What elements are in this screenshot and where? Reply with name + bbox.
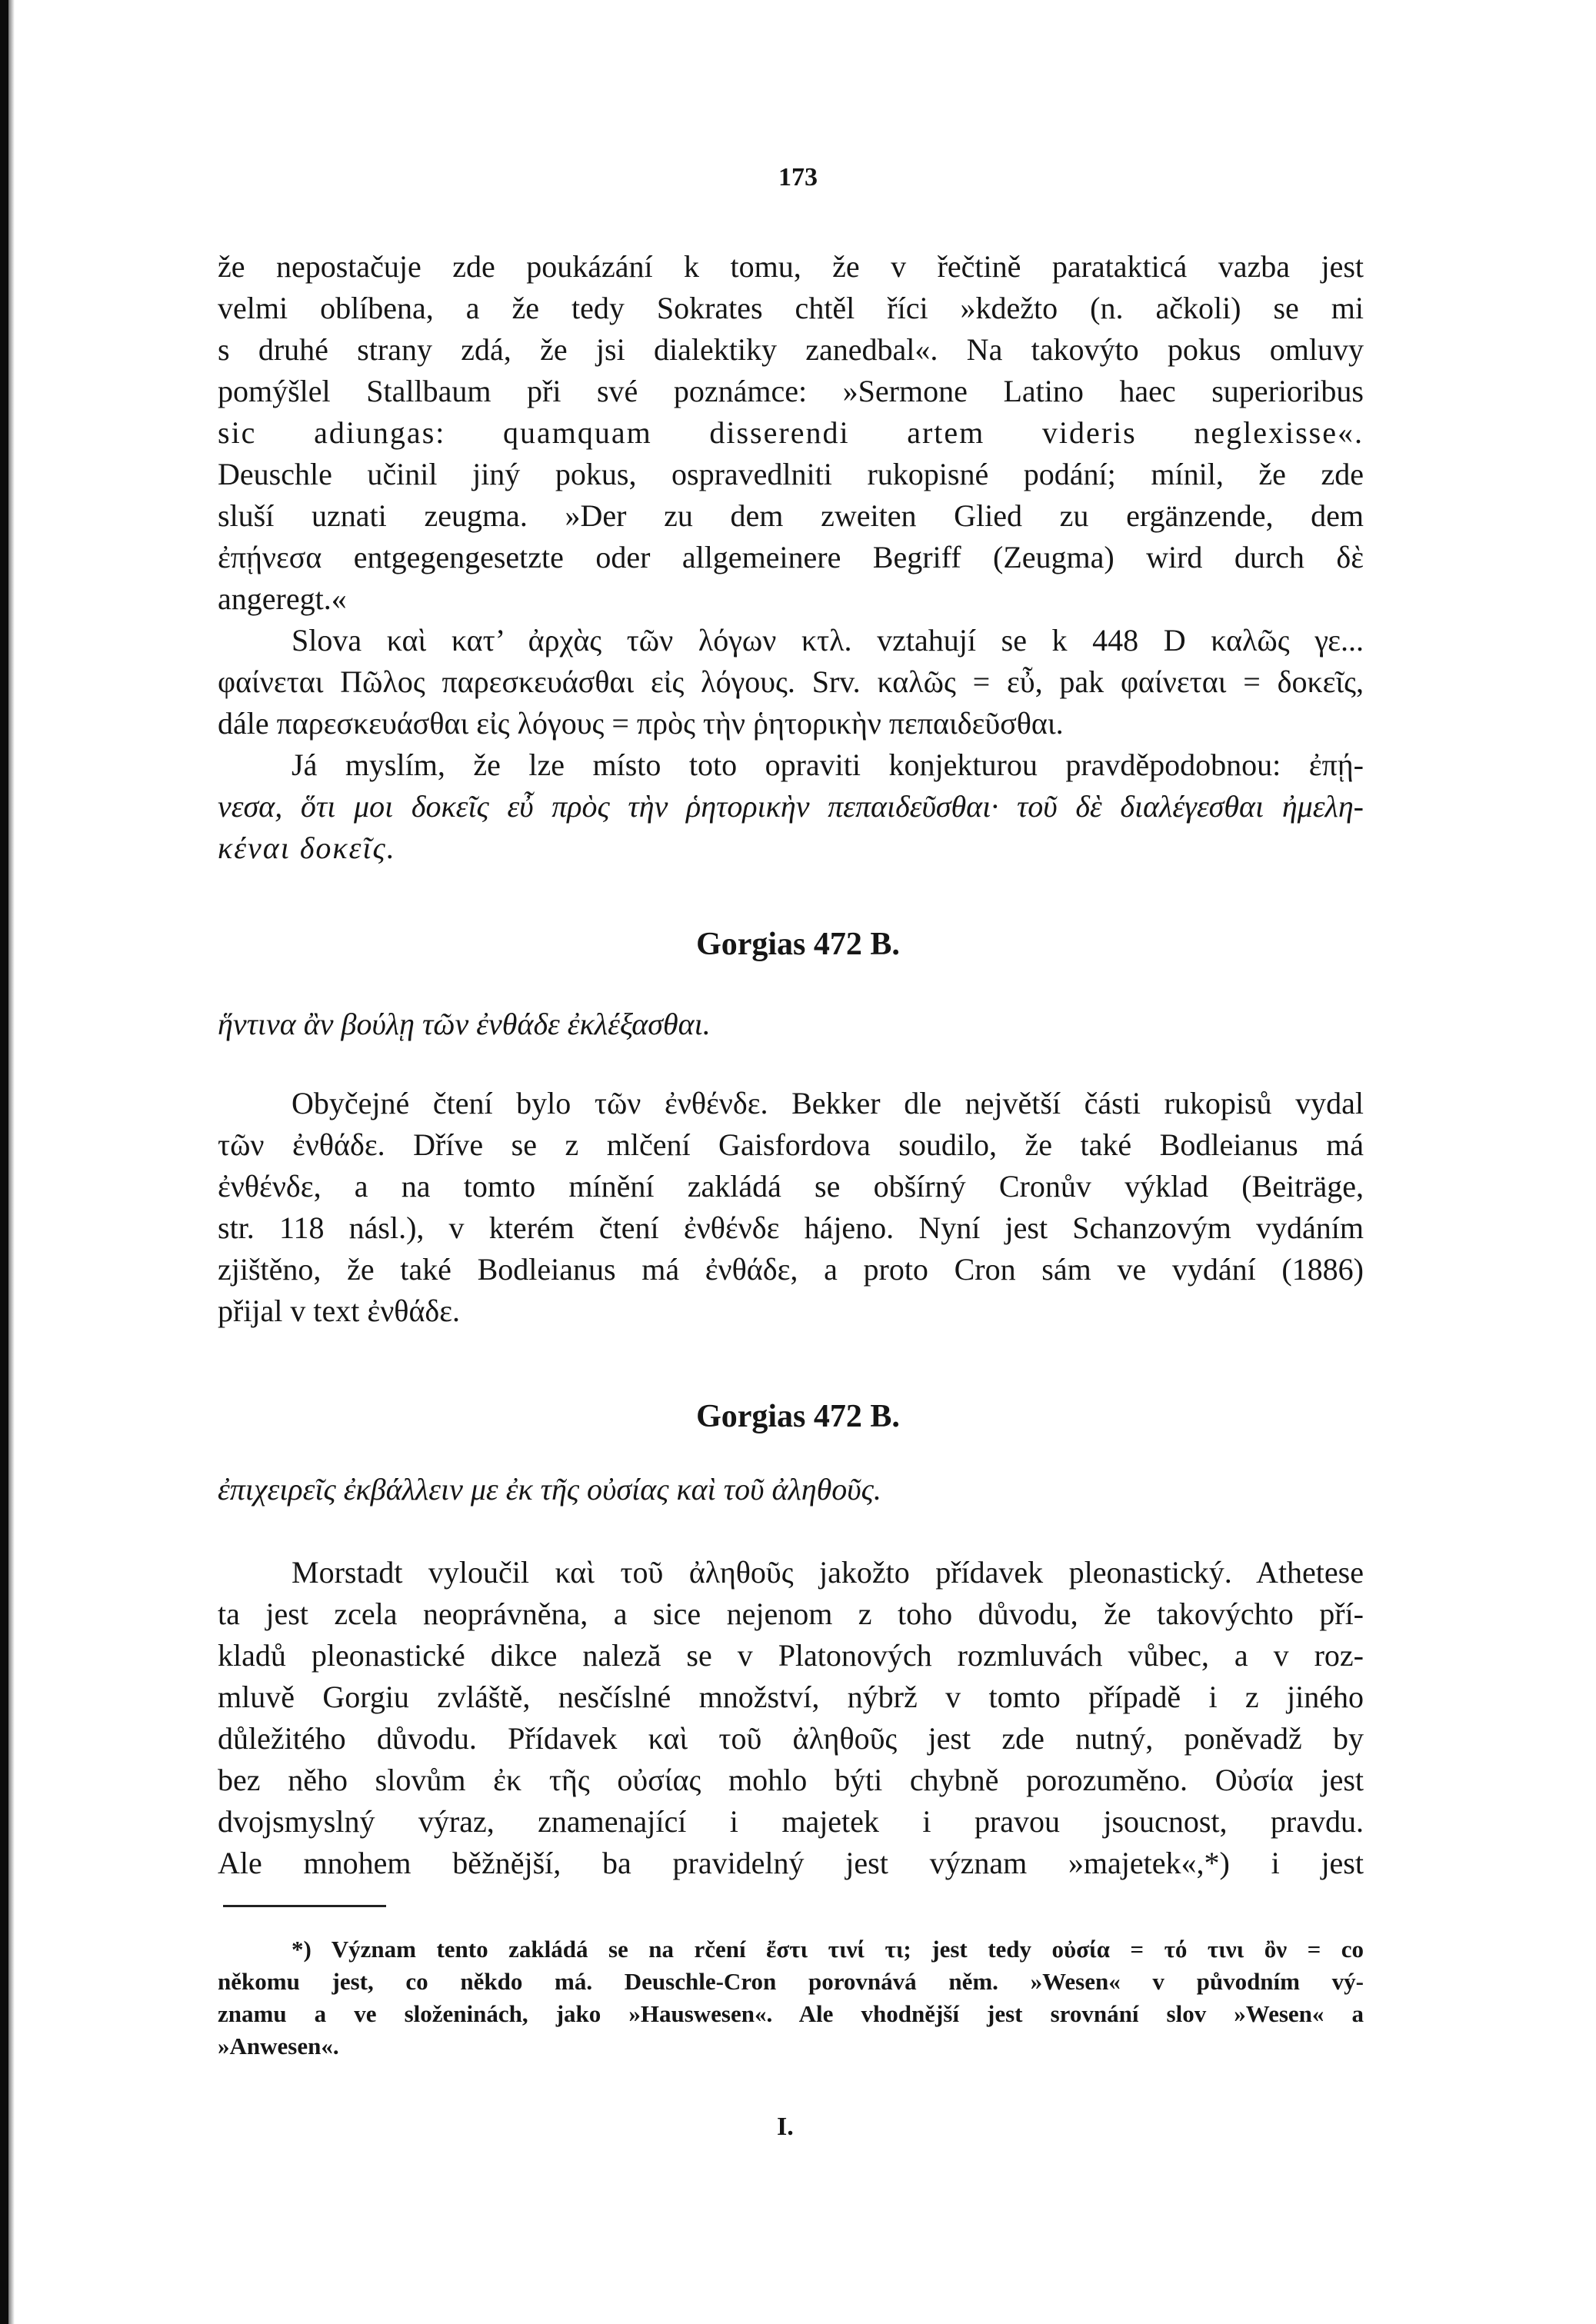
footnote-line: *) Význam tento zakládá se na rčení ἔστι τινί τι; jest tedy οὐσία = τό τινι ὂν = co bbox=[292, 1936, 1364, 1963]
text-line: sluší uznati zeugma. »Der zu dem zweiten Glied zu ergänzende, dem bbox=[218, 498, 1364, 533]
text-line: důležitého důvodu. Přídavek καὶ τοῦ ἀληθοῦς jest zde nutný, poněvadž by bbox=[218, 1721, 1364, 1756]
text-line: str. 118 násl.), v kterém čtení ἐνθένδε hájeno. Nyní jest Schanzovým vydáním bbox=[218, 1210, 1364, 1245]
text-line: sic adiungas: quamquam disserendi artem videris neglexisse«. bbox=[218, 415, 1364, 450]
text-line: ta jest zcela neoprávněna, a sice nejenom z toho důvodu, že takovýchto pří- bbox=[218, 1597, 1364, 1631]
text-line: ἐπῄνεσα entgegengesetzte oder allgemeinere Begriff (Zeugma) wird durch δὲ bbox=[218, 540, 1364, 574]
text-line: bez něho slovům ἐκ τῆς οὐσίας mohlo býti chybně porozuměno. Οὐσία jest bbox=[218, 1763, 1364, 1797]
footnote-rule bbox=[223, 1905, 386, 1907]
text-line: Slova καὶ κατ’ ἀρχὰς τῶν λόγων κτλ. vztahují se k 448 D καλῶς γε... bbox=[292, 623, 1364, 658]
text-line: mluvě Gorgiu zvláště, nesčíslné množství, nýbrž v tomto případě i z jiného bbox=[218, 1680, 1364, 1714]
text-line: νεσα, ὅτι μοι δοκεῖς εὖ πρὸς τὴν ῥητορικὴν πεπαιδεῦσθαι· τοῦ δὲ διαλέγεσθαι ἠμελη- bbox=[218, 789, 1364, 824]
text-line: angeregt.« bbox=[218, 581, 347, 616]
text-line: dále παρεσκευάσθαι εἰς λόγους = πρὸς τὴν ῥητορικὴν πεπαιδεῦσθαι. bbox=[218, 706, 1064, 741]
footnote-line: znamu a ve složeninách, jako »Hauswesen«. Ale vhodnější jest srovnání slov »Wesen« a bbox=[218, 2000, 1364, 2027]
signature-mark: I. bbox=[777, 2113, 794, 2141]
text-line: že nepostačuje zde poukázání k tomu, že v řečtině paratakticá vazba jest bbox=[218, 249, 1364, 284]
spine-shadow bbox=[8, 0, 15, 2324]
text-line: Morstadt vyloučil καὶ τοῦ ἀληθοῦς jakožto přídavek pleonastický. Athetese bbox=[292, 1555, 1364, 1590]
text-line: φαίνεται Πῶλος παρεσκευάσθαι εἰς λόγους. Srv. καλῶς = εὖ, pak φαίνεται = δοκεῖς, bbox=[218, 664, 1364, 699]
page-number: 173 bbox=[778, 163, 818, 191]
section-heading: Gorgias 472 B. bbox=[696, 1399, 900, 1434]
greek-quote: ἥντινα ἂν βούλῃ τῶν ἐνθάδε ἐκλέξασθαι. bbox=[218, 1007, 711, 1041]
text-line: s druhé strany zdá, že jsi dialektiky zanedbal«. Na takovýto pokus omluvy bbox=[218, 332, 1364, 367]
text-line: Deuschle učinil jiný pokus, ospravedlniti rukopisné podání; mínil, že zde bbox=[218, 457, 1364, 491]
text-line: Obyčejné čtení bylo τῶν ἐνθένδε. Bekker dle největší části rukopisů vydal bbox=[292, 1086, 1364, 1120]
text-line: pomýšlel Stallbaum při své poznámce: »Sermone Latino haec superioribus bbox=[218, 374, 1364, 408]
text-line: velmi oblíbena, a že tedy Sokrates chtěl říci »kdežto (n. ačkoli) se mi bbox=[218, 291, 1364, 325]
text-line: κέναι δοκεῖς. bbox=[218, 831, 396, 865]
footnote-line: někomu jest, co někdo má. Deuschle-Cron porovnává něm. »Wesen« v původním vý- bbox=[218, 1968, 1364, 1995]
text-line: kladů pleonastické dikce naleză se v Platonových rozmluvách vůbec, a v roz- bbox=[218, 1638, 1364, 1673]
text-line: dvojsmyslný výraz, znamenající i majetek i pravou jsoucnost, pravdu. bbox=[218, 1804, 1364, 1839]
text-line: τῶν ἐνθάδε. Dříve se z mlčení Gaisfordova soudilo, že také Bodleianus má bbox=[218, 1127, 1364, 1162]
footnote-line: »Anwesen«. bbox=[218, 2033, 339, 2059]
text-line: Ale mnohem běžnější, ba pravidelný jest význam »majetek«,*) i jest bbox=[218, 1846, 1364, 1880]
text-line: zjištěno, že také Bodleianus má ἐνθάδε, a proto Cron sám ve vydání (1886) bbox=[218, 1252, 1364, 1287]
greek-quote: ἐπιχειρεῖς ἐκβάλλειν με ἐκ τῆς οὐσίας καὶ τοῦ ἀληθοῦς. bbox=[218, 1472, 881, 1507]
text-line: Já myslím, že lze místo toto opraviti konjekturou pravděpodobnou: ἐπῄ- bbox=[292, 747, 1364, 782]
section-heading: Gorgias 472 B. bbox=[696, 927, 900, 962]
text-line: přijal v text ἐνθάδε. bbox=[218, 1294, 461, 1328]
text-line: ἐνθένδε, a na tomto mínění zakládá se obšírný Cronův výklad (Beiträge, bbox=[218, 1169, 1364, 1204]
book-spine-edge bbox=[0, 0, 8, 2324]
